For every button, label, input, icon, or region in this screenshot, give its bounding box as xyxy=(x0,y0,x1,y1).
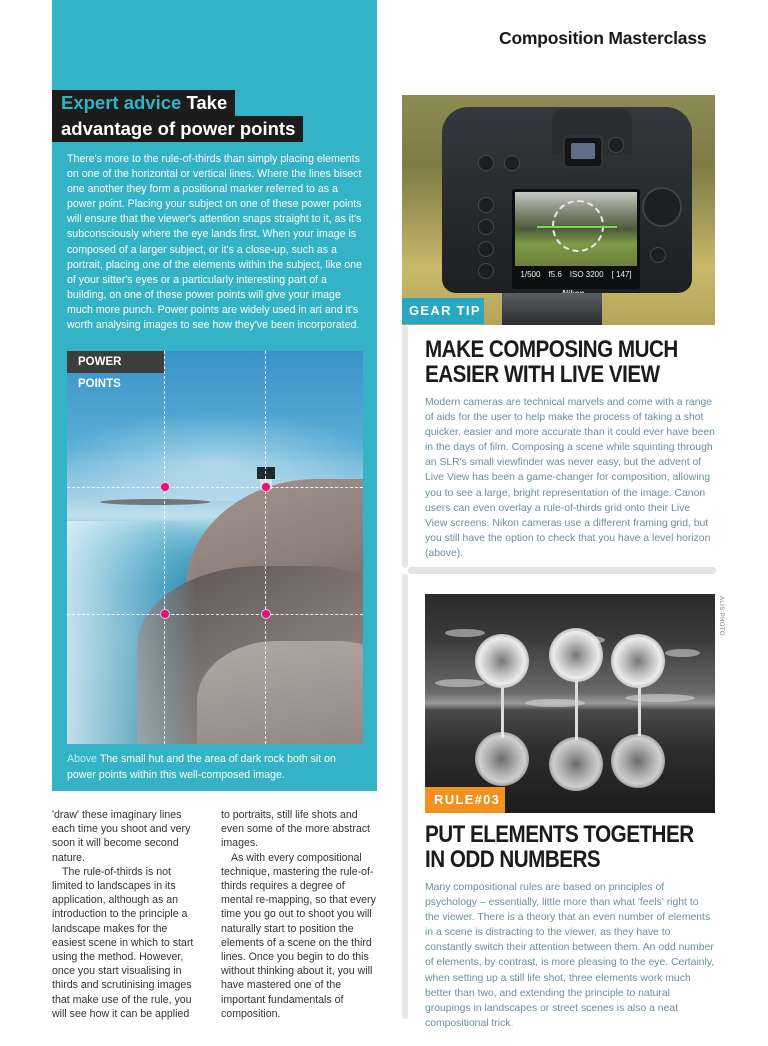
caption-label: Above xyxy=(67,753,98,765)
camera-menu-button xyxy=(478,197,494,213)
cloud xyxy=(665,649,700,657)
rule-body: Many compositional rules are based on principles of psychology – essentially, little more than what 'feels' right to the viewer. There is a theory that an even number of elements in a scene is distracting to the viewer, as they have to constantly switch their attention between them. An odd number of elements, by contrast, is more pleasing to the eye. Certainly, when setting up a still life shot, three elements work much better than two, and extending the principle to natural groupings in landscapes or street scenes is also a neat compositional trick. xyxy=(425,882,715,1029)
exposure-readout xyxy=(515,266,637,284)
dandelion-left xyxy=(475,634,529,688)
gear-tip-headline xyxy=(425,337,678,387)
sea-mist xyxy=(67,521,197,744)
power-point-dot-bottom-left xyxy=(160,609,170,619)
section-rule-vertical xyxy=(402,325,408,568)
cloud xyxy=(625,694,695,702)
dandelion-stem xyxy=(638,686,641,736)
aperture: f5.6 xyxy=(548,270,562,279)
power-points-caption xyxy=(67,752,367,783)
power-points-photo xyxy=(67,351,363,744)
expert-advice-label: Expert advice xyxy=(61,92,182,113)
camera-zoom-button xyxy=(478,241,494,257)
shutter-speed: 1/500 xyxy=(520,270,541,279)
caption-text: The small hut and the area of dark rock both sit on power points within this well-composed image. xyxy=(67,753,336,781)
section-rule-vertical xyxy=(402,574,408,1019)
power-point-dot-bottom-right xyxy=(261,609,271,619)
camera-button xyxy=(478,219,494,235)
section-divider xyxy=(408,567,716,574)
dandelion-middle xyxy=(549,628,603,682)
expert-advice-heading xyxy=(52,90,303,142)
live-view-display xyxy=(515,192,637,266)
camera-live-view-photo xyxy=(402,95,715,325)
dandelion-left-reflection xyxy=(475,732,529,786)
dandelion-right-reflection xyxy=(611,734,665,788)
paragraph: As with every compositional technique, mastering the rule-of-thirds requires a degree of mental re-mapping, so that every time you go out to shoot you will naturally start to position the elements of a scene on the third lines. Once you begin to do this without thinking about it, you will have mastered one of the important fundamentals of composition. xyxy=(221,851,376,1020)
dandelion-stem xyxy=(575,680,578,740)
distant-island xyxy=(100,499,210,505)
camera-multi-selector xyxy=(642,187,682,227)
paragraph: to portraits, still life shots and even some of the more abstract images. xyxy=(221,809,370,850)
gear-tip-body: Modern cameras are technical marvels and come with a range of aids for the user to help make the process of taking a shot quicker, easier and more accurate than it could ever have been in the days of film. Composing a scene while squinting through an SLR's small viewfinder was never easy, but the advent of Live View has been a game-changer for composition, allowing you to see a large, bright representation of the image. Canon users can even overlay a rule-of-thirds grid onto their Live View screens. Nikon cameras use a different framing grid, but you still have the option to check that you have a level horizon (above). xyxy=(425,397,715,559)
headline-line-2: EASIER WITH LIVE VIEW xyxy=(425,361,660,388)
heading-line-1: Take xyxy=(186,92,228,113)
cloud xyxy=(435,679,485,687)
body-column-1 xyxy=(52,808,202,1021)
gear-tip-badge: GEAR TIP xyxy=(402,298,484,324)
small-hut xyxy=(257,467,275,479)
camera-button xyxy=(478,155,494,171)
tripod-mount xyxy=(502,293,602,325)
viewfinder-eyecup xyxy=(562,135,604,169)
paragraph: The rule-of-thirds is not limited to landscapes in its application, although as an introduction to the principle a landscape makes for the easiest scene in which to start using the method. However, once you start visualising in thirds and scrutinising images that make use of the rule, you will see how it can be applied xyxy=(52,865,194,1020)
headline-line-2: IN ODD NUMBERS xyxy=(425,846,601,873)
camera-button xyxy=(504,155,520,171)
headline-line-1: MAKE COMPOSING MUCH xyxy=(425,336,678,363)
third-line-horizontal-bottom xyxy=(67,614,363,615)
dandelion-stem xyxy=(501,686,504,738)
rule-headline xyxy=(425,822,694,872)
foreground-rock xyxy=(197,641,363,744)
paragraph: 'draw' these imaginary lines each time you shoot and very soon it will become second nature. xyxy=(52,809,191,864)
third-line-vertical-left xyxy=(164,351,165,744)
camera-ae-button xyxy=(608,137,624,153)
camera-liveview-button xyxy=(650,247,666,263)
headline-line-1: PUT ELEMENTS TOGETHER xyxy=(425,821,694,848)
cloud xyxy=(445,629,485,637)
expert-advice-body: There's more to the rule-of-thirds than simply placing elements on one of the horizontal or vertical lines. Where the lines bisect one another they form a positional marker referred to as a power point. Placing your subject on one of these power points will ensure that the viewer's attention snaps straight to it, as it's subconsciously where the eye lands first. When your image is composed of a larger subject, or it's a close-up, such as a portrait, placing one of the elements within the subject, like one of your sitter's eyes or a particularly interesting part of a building, on one of these power points will give your image much more punch. Power points are widely used in art and it's worth analysing images to see how they've been incorporated. xyxy=(67,153,363,332)
dandelion-middle-reflection xyxy=(549,737,603,791)
power-points-label: POWER POINTS xyxy=(67,351,164,373)
power-point-dot-top-right xyxy=(261,482,271,492)
camera-lcd-screen xyxy=(512,189,640,289)
level-horizon-line xyxy=(537,226,617,228)
third-line-horizontal-top xyxy=(67,487,363,488)
third-line-vertical-right xyxy=(265,351,266,744)
power-point-dot-top-left xyxy=(160,482,170,492)
shots-remaining: [ 147] xyxy=(611,270,632,279)
camera-body xyxy=(442,107,692,293)
iso: ISO 3200 xyxy=(569,270,604,279)
running-head-title: Composition Masterclass xyxy=(499,28,707,48)
rule-number-badge: RULE#03 xyxy=(425,787,505,813)
camera-info-button xyxy=(478,263,494,279)
dandelion-right xyxy=(611,634,665,688)
heading-line-2: advantage of power points xyxy=(52,116,303,142)
dandelions-photo xyxy=(425,594,715,813)
photo-credit: ALIS PHOTO xyxy=(718,596,724,636)
body-column-2 xyxy=(221,808,377,1021)
